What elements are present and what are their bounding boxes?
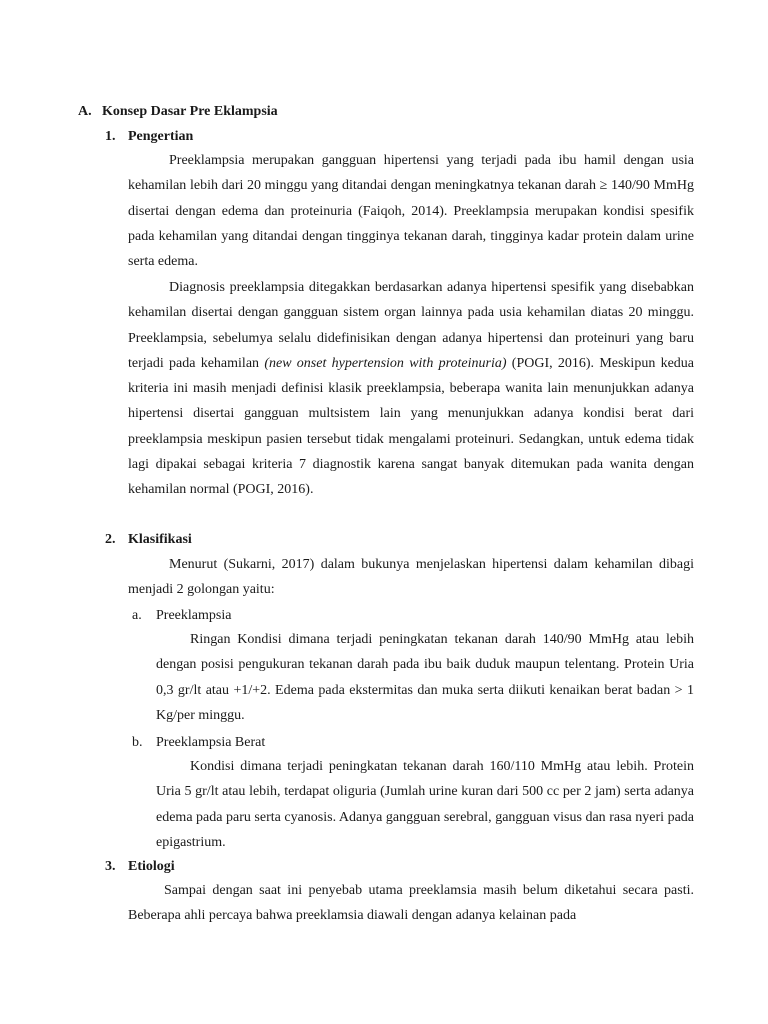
pengertian-heading — [105, 129, 193, 145]
section-letter: A. — [78, 104, 92, 119]
item-b-label: b. — [132, 735, 143, 750]
klasifikasi-item-b — [132, 735, 265, 751]
pengertian-p2-italic: (new onset hypertension with proteinuria) — [264, 355, 507, 371]
klasifikasi-heading — [105, 532, 192, 548]
klasifikasi-title: Klasifikasi — [128, 532, 192, 547]
item-a-description — [156, 627, 694, 728]
item-a-title: Preeklampsia — [156, 608, 232, 623]
item-b-title: Preeklampsia Berat — [156, 735, 266, 750]
item-a-label: a. — [132, 608, 142, 623]
pengertian-title: Pengertian — [128, 129, 194, 144]
pengertian-paragraph-1 — [128, 148, 694, 274]
etiologi-paragraph-1 — [128, 878, 694, 929]
section-title: Konsep Dasar Pre Eklampsia — [102, 104, 278, 119]
item-b-description — [156, 754, 694, 855]
etiologi-number: 3. — [105, 859, 116, 874]
item-a-text: Ringan Kondisi dimana terjadi peningkatan tekanan darah 140/90 MmHg atau lebih dengan posisi pengukuran tekanan darah pada ibu baik duduk maupun telentang. Protein Uria 0,3 gr/lt atau +1/+2. Edema pada ekstermitas dan muka serta diikuti kenaikan berat badan > 1 Kg/per minggu. — [156, 632, 694, 723]
klasifikasi-item-a — [132, 608, 231, 624]
etiologi-title: Etiologi — [128, 859, 175, 874]
pengertian-paragraph-2 — [128, 275, 694, 503]
etiologi-p1-text: Sampai dengan saat ini penyebab utama preeklamsia masih belum diketahui secara pasti. Beberapa ahli percaya bahwa preeklamsia diawali dengan adanya kelainan pada — [128, 883, 694, 924]
pengertian-p2-text-a: Diagnosis preeklampsia ditegakkan berdasarkan adanya hipertensi spesifik yang disebabkan kehamilan disertai dengan gangguan sistem organ lainnya pada usia kehamilan diatas 20 minggu. Preeklampsia, sebelumya selalu didefinisikan dengan adanya hipertensi dan proteinuri yang baru terjadi pada kehamilan — [128, 280, 694, 371]
pengertian-number: 1. — [105, 129, 116, 144]
pengertian-p1-text: Preeklampsia merupakan gangguan hipertensi yang terjadi pada ibu hamil dengan usia kehamilan lebih dari 20 minggu yang ditandai dengan meningkatnya tekanan darah ≥ 140/90 MmHg disertai dengan edema dan proteinuria (Faiqoh, 2014). Preeklampsia merupakan kondisi spesifik pada kehamilan yang ditandai dengan tingginya tekanan darah, tingginya kadar protein dalam urine serta edema. — [128, 153, 694, 270]
klasifikasi-number: 2. — [105, 532, 116, 547]
item-b-text: Kondisi dimana terjadi peningkatan tekanan darah 160/110 MmHg atau lebih. Protein Uria 5 gr/lt atau lebih, terdapat oliguria (Jumlah urine kuran dari 500 cc per 2 jam) serta adanya edema pada paru serta cyanosis. Adanya gangguan serebral, gangguan visus dan rasa nyeri pada epigastrium. — [156, 759, 694, 850]
klasifikasi-intro — [128, 552, 694, 603]
section-heading — [78, 104, 278, 120]
pengertian-p2-text-b: (POGI, 2016). Meskipun kedua kriteria ini masih menjadi definisi klasik preeklampsia, beberapa wanita lain menunjukkan adanya hipertensi disertai gangguan multsistem lain yang menunjukkan adanya kondisi berat dari preeklampsia meskipun pasien tersebut tidak mengalami proteinuri. Sedangkan, untuk edema tidak lagi dipakai sebagai kriteria 7 diagnostik karena sangat banyak ditemukan pada wanita dengan kehamilan normal (POGI, 2016). — [128, 355, 695, 498]
etiologi-heading — [105, 859, 175, 875]
klasifikasi-intro-text: Menurut (Sukarni, 2017) dalam bukunya menjelaskan hipertensi dalam kehamilan dibagi menjadi 2 golongan yaitu: — [128, 557, 694, 598]
